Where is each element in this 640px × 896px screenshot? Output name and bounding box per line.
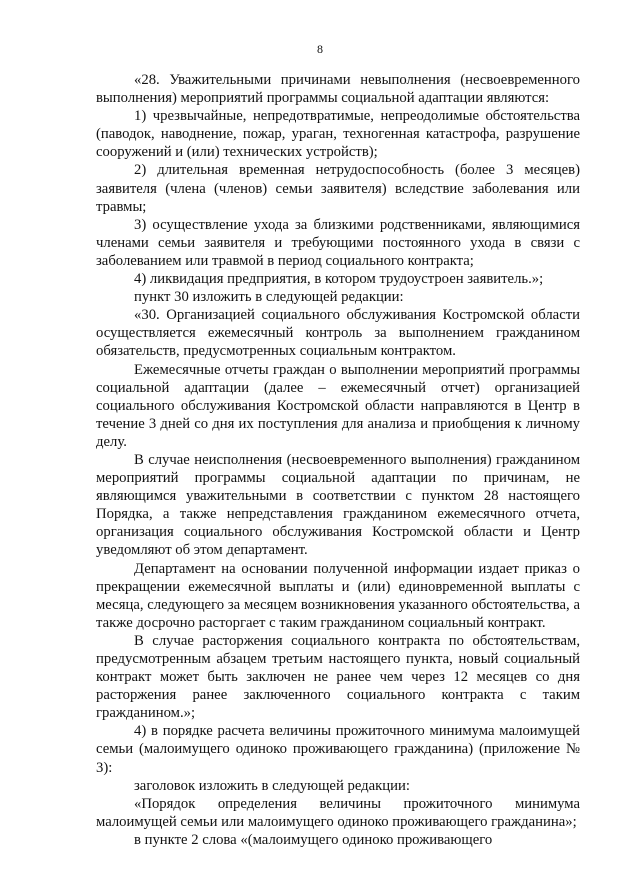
page-number: 8 bbox=[317, 42, 323, 56]
document-body bbox=[96, 71, 580, 849]
paragraph-8: Ежемесячные отчеты граждан о выполнении мероприятий программы социальной адаптации (далее – ежемесячный отчет) организацией социального обслуживания Костромской области направляются в Центр в течение 3 дней со дня их поступления для анализа и приобщения к личному делу. bbox=[96, 361, 580, 450]
paragraph-11: В случае расторжения социального контракта по обстоятельствам, предусмотренным абзацем третьим настоящего пункта, новый социальный контракт может быть заключен не ранее чем через 12 месяцев со дня расторжения ранее заключенного социального контракта с таким гражданином.»; bbox=[96, 632, 580, 722]
paragraph-12: 4) в порядке расчета величины прожиточного минимума малоимущей семьи (малоимущего одиноко проживающего гражданина) (приложение № 3): bbox=[96, 723, 580, 776]
paragraph-9: В случае неисполнения (несвоевременного выполнения) гражданином мероприятий программы социальной адаптации по причинам, не являющимся уважительными в соответствии с пунктом 28 настоящего Порядка, а также непредставления гражданином ежемесячного отчета, организация социального обслуживания Костромской области и Центр уведомляют об этом департамент. bbox=[96, 451, 580, 559]
paragraph-1: «28. Уважительными причинами невыполнения (несвоевременного выполнения) мероприятий программы социальной адаптации являются: bbox=[96, 72, 580, 107]
paragraph-5: 4) ликвидация предприятия, в котором трудоустроен заявитель.»; bbox=[134, 271, 544, 288]
paragraph-2: 1) чрезвычайные, непредотвратимые, непреодолимые обстоятельства (паводок, наводнение, пожар, ураган, техногенная катастрофа, разрушение сооружений и (или) технических устройств); bbox=[96, 108, 580, 161]
paragraph-15: в пункте 2 слова «(малоимущего одиноко проживающего bbox=[134, 831, 493, 848]
paragraph-4: 3) осуществление ухода за близкими родственниками, являющимися членами семьи заявителя и требующими постоянного ухода в связи с заболеванием или травмой в период социального контракта; bbox=[96, 216, 580, 269]
paragraph-13: заголовок изложить в следующей редакции: bbox=[134, 777, 410, 794]
paragraph-10: Департамент на основании полученной информации издает приказ о прекращении ежемесячной выплаты и (или) единовременной выплаты с месяца, следующего за месяцем возникновения указанного обстоятельства, а также досрочно расторгает с таким гражданином социальный контракт. bbox=[96, 560, 580, 631]
paragraph-3: 2) длительная временная нетрудоспособность (более 3 месяцев) заявителя (члена (членов) семьи заявителя) вследствие заболевания или травмы; bbox=[96, 162, 580, 215]
paragraph-14: «Порядок определения величины прожиточного минимума малоимущей семьи или малоимущего одиноко проживающего гражданина»; bbox=[96, 795, 580, 830]
paragraph-7: «30. Организацией социального обслуживания Костромской области осуществляется ежемесячный контроль за выполнением гражданином обязательств, предусмотренных социальным контрактом. bbox=[96, 307, 580, 360]
paragraph-6: пункт 30 изложить в следующей редакции: bbox=[134, 289, 404, 306]
